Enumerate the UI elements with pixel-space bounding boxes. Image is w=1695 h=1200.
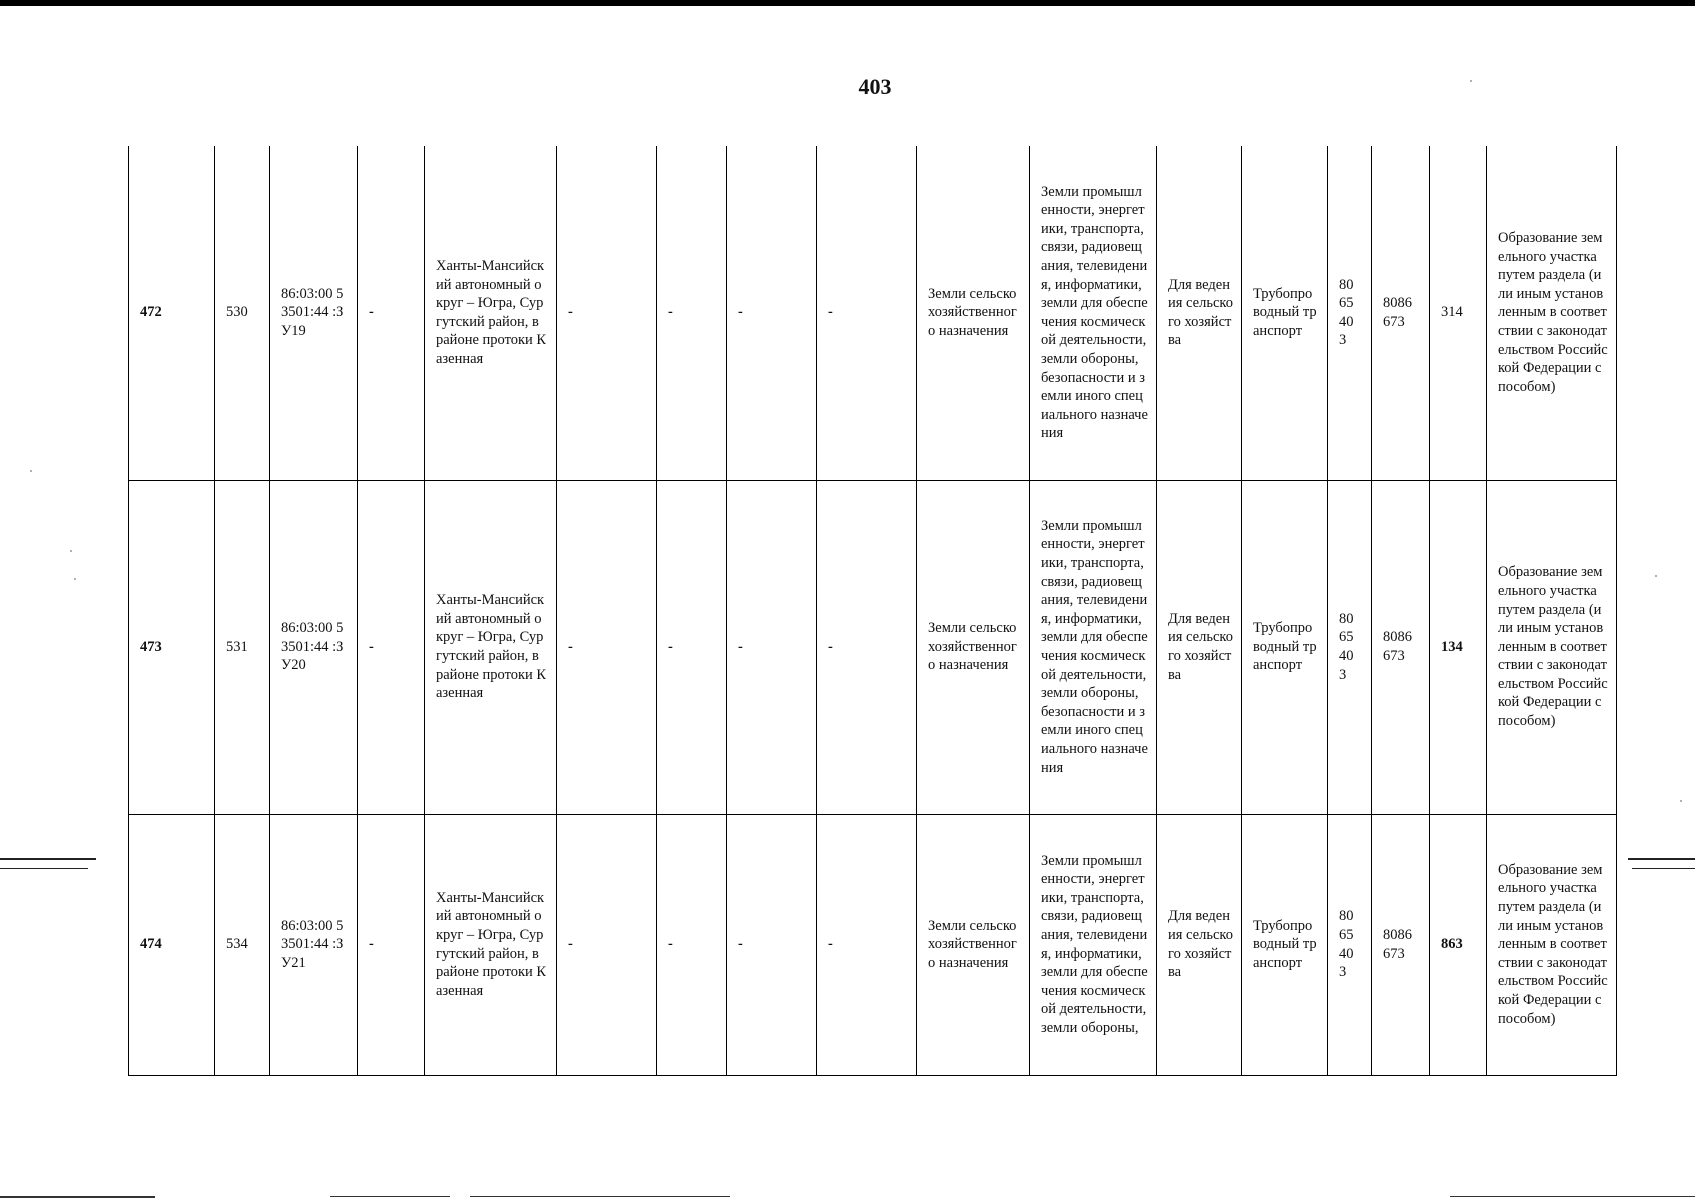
cell-cadastral: 86:03:00 53501:44 :ЗУ21 [270,814,358,1075]
cell-num: 472 [129,146,215,480]
cell-area: 134 [1430,480,1487,814]
cell-category-new: Земли промышленности, энергетики, транспорта, связи, радиовещания, телевидения, информатики, земли для обеспечения космической деятельности, земли обороны, безопасности и земли иного специального назначения [1030,480,1157,814]
cell-location: Ханты-Мансийский автономный округ – Югра, Сургутский район, в районе протоки Казенная [425,480,557,814]
table-row [129,146,1617,480]
top-border [0,0,1695,6]
cell-col6: - [557,814,657,1075]
cell-ref: 530 [215,146,270,480]
cell-owner: 8086 673 [1372,480,1430,814]
cell-col7: - [657,480,727,814]
cell-col9: - [817,480,917,814]
right-fold-mark [1628,858,1695,860]
cell-location: Ханты-Мансийский автономный округ – Югра, Сургутский район, в районе протоки Казенная [425,146,557,480]
cell-owner: 8086 673 [1372,146,1430,480]
cell-col8: - [727,814,817,1075]
cell-col7: - [657,814,727,1075]
cell-use-new: Трубопроводный транспорт [1242,814,1328,1075]
cell-col8: - [727,146,817,480]
bottom-rule [470,1196,730,1197]
scan-speck [30,470,32,472]
scan-speck [1655,575,1657,577]
cell-col8: - [727,480,817,814]
cell-num: 474 [129,814,215,1075]
cell-num: 473 [129,480,215,814]
bottom-rule [330,1196,450,1197]
cell-col4: - [358,480,425,814]
cell-cadastral: 86:03:00 53501:44 :ЗУ20 [270,480,358,814]
cell-method: Образование земельного участка путем раздела (или иным установленным в соответствии с законодательством Российской Федерации способом) [1487,480,1617,814]
cell-area: 863 [1430,814,1487,1075]
cell-use-current: Для ведения сельского хозяйства [1157,480,1242,814]
table-row [129,480,1617,814]
cell-method: Образование земельного участка путем раздела (или иным установленным в соответствии с законодательством Российской Федерации способом) [1487,146,1617,480]
scan-speck [74,578,76,580]
cell-code: 80 65 40 3 [1328,480,1372,814]
page-number: 403 [858,74,892,99]
cell-code: 80 65 40 3 [1328,146,1372,480]
cell-use-new: Трубопроводный транспорт [1242,146,1328,480]
bottom-rule [0,1196,155,1198]
cell-use-current: Для ведения сельского хозяйства [1157,146,1242,480]
cell-ref: 534 [215,814,270,1075]
cell-col6: - [557,146,657,480]
cell-location: Ханты-Мансийский автономный округ – Югра, Сургутский район, в районе протоки Казенная [425,814,557,1075]
land-plots-table [128,146,1617,1076]
cell-col9: - [817,146,917,480]
cell-category: Земли сельскохозяйственного назначения [917,480,1030,814]
cell-col9: - [817,814,917,1075]
cell-col4: - [358,146,425,480]
cell-ref: 531 [215,480,270,814]
left-fold-mark [0,868,88,869]
cell-cadastral: 86:03:00 53501:44 :ЗУ19 [270,146,358,480]
cell-owner: 8086 673 [1372,814,1430,1075]
scan-speck [1470,80,1472,82]
bottom-rule [1450,1196,1695,1197]
cell-category: Земли сельскохозяйственного назначения [917,814,1030,1075]
scan-speck [1680,800,1682,802]
cell-category: Земли сельскохозяйственного назначения [917,146,1030,480]
cell-category-new: Земли промышленности, энергетики, транспорта, связи, радиовещания, телевидения, информатики, земли для обеспечения космической деятельности, земли обороны, [1030,814,1157,1075]
cell-category-new: Земли промышленности, энергетики, транспорта, связи, радиовещания, телевидения, информатики, земли для обеспечения космической деятельности, земли обороны, безопасности и земли иного специального назначения [1030,146,1157,480]
cell-col6: - [557,480,657,814]
right-fold-mark [1632,868,1695,869]
left-fold-mark [0,858,96,860]
cell-area: 314 [1430,146,1487,480]
cell-use-current: Для ведения сельского хозяйства [1157,814,1242,1075]
cell-use-new: Трубопроводный транспорт [1242,480,1328,814]
cell-col4: - [358,814,425,1075]
cell-col7: - [657,146,727,480]
cell-method: Образование земельного участка путем раздела (или иным установленным в соответствии с законодательством Российской Федерации способом) [1487,814,1617,1075]
cell-code: 80 65 40 3 [1328,814,1372,1075]
table-row [129,814,1617,1075]
scan-speck [70,550,72,552]
